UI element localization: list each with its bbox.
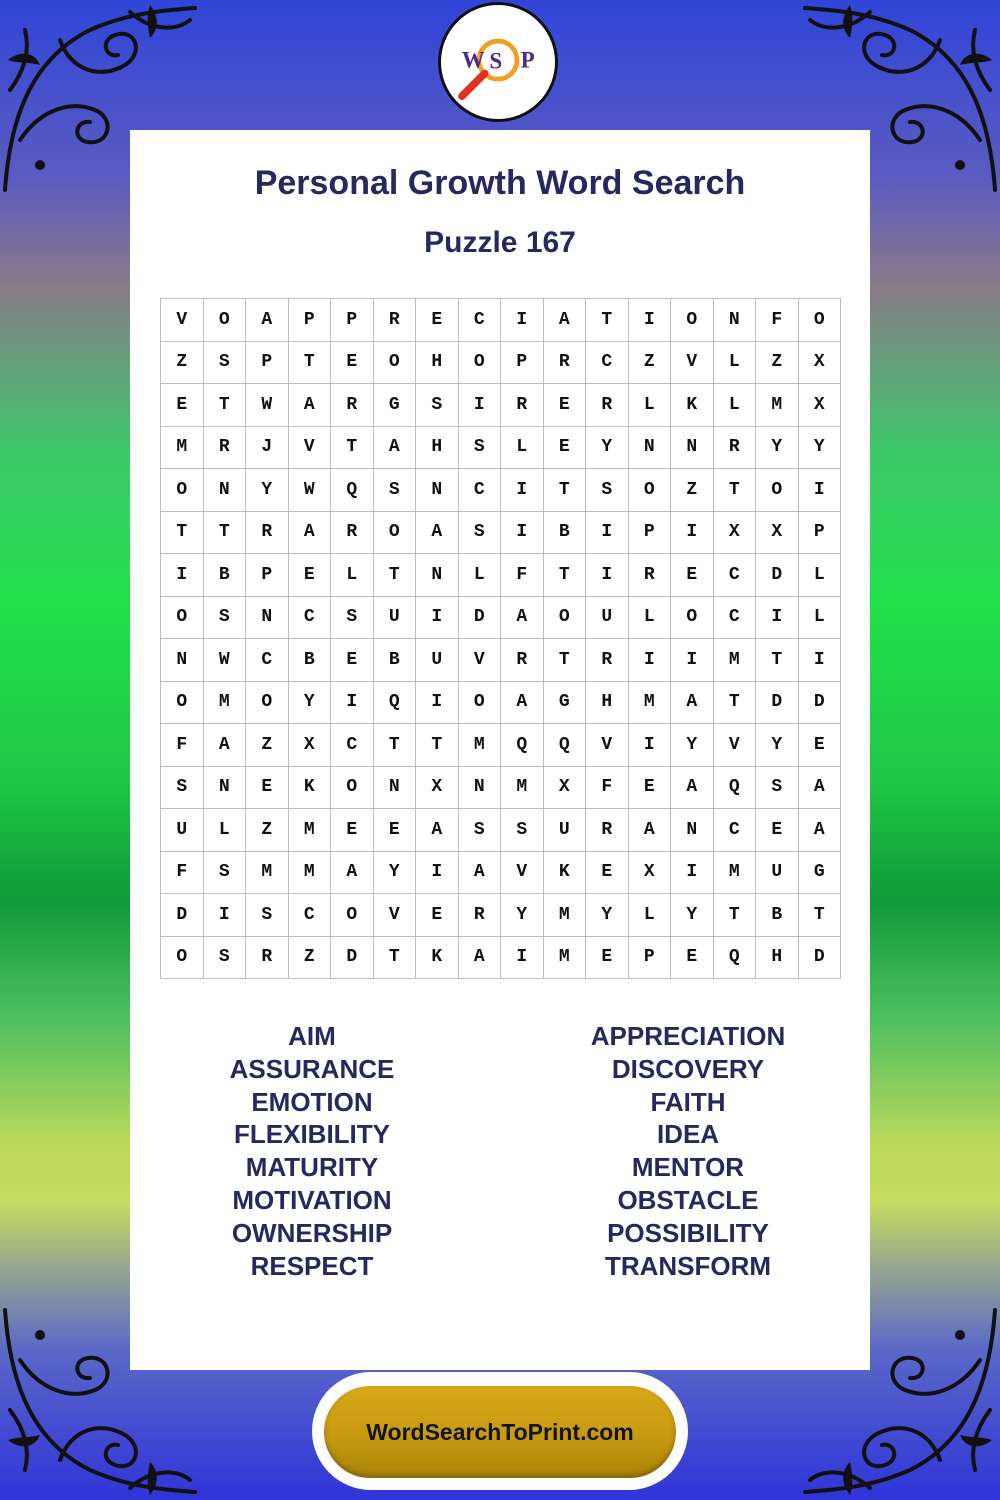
grid-cell[interactable]: D bbox=[799, 682, 842, 725]
grid-cell[interactable]: C bbox=[714, 809, 757, 852]
grid-cell[interactable]: X bbox=[799, 384, 842, 427]
grid-cell[interactable]: P bbox=[629, 937, 672, 980]
grid-cell[interactable]: Q bbox=[331, 469, 374, 512]
grid-cell[interactable]: C bbox=[714, 597, 757, 640]
grid-cell[interactable]: R bbox=[331, 384, 374, 427]
grid-cell[interactable]: Y bbox=[586, 427, 629, 470]
grid-cell[interactable]: O bbox=[161, 469, 204, 512]
grid-cell[interactable]: S bbox=[459, 427, 502, 470]
grid-cell[interactable]: O bbox=[204, 299, 247, 342]
grid-cell[interactable]: T bbox=[204, 384, 247, 427]
grid-cell[interactable]: S bbox=[416, 384, 459, 427]
grid-cell[interactable]: V bbox=[714, 724, 757, 767]
logo-letter-p: P bbox=[520, 47, 535, 73]
grid-cell[interactable]: D bbox=[161, 894, 204, 937]
grid-cell[interactable]: S bbox=[331, 597, 374, 640]
grid-cell[interactable]: X bbox=[799, 342, 842, 385]
grid-cell[interactable]: N bbox=[374, 767, 417, 810]
word-item: IDEA bbox=[656, 1119, 720, 1150]
magnifier-logo-icon bbox=[441, 5, 555, 119]
grid-cell[interactable]: Y bbox=[756, 427, 799, 470]
grid-cell[interactable]: T bbox=[374, 724, 417, 767]
grid-cell[interactable]: I bbox=[671, 852, 714, 895]
grid-cell[interactable]: V bbox=[671, 342, 714, 385]
grid-cell[interactable]: R bbox=[374, 299, 417, 342]
grid-cell[interactable]: J bbox=[246, 427, 289, 470]
grid-cell[interactable]: D bbox=[459, 597, 502, 640]
grid-cell[interactable]: R bbox=[246, 937, 289, 980]
grid-cell[interactable]: Q bbox=[374, 682, 417, 725]
grid-cell[interactable]: E bbox=[671, 937, 714, 980]
grid-cell[interactable]: T bbox=[374, 554, 417, 597]
grid-cell[interactable]: I bbox=[799, 469, 842, 512]
grid-cell[interactable]: A bbox=[799, 809, 842, 852]
grid-cell[interactable]: O bbox=[374, 512, 417, 555]
grid-cell[interactable]: B bbox=[204, 554, 247, 597]
word-item: OBSTACLE bbox=[617, 1184, 759, 1215]
grid-cell[interactable]: K bbox=[544, 852, 587, 895]
grid-cell[interactable]: C bbox=[331, 724, 374, 767]
grid-cell[interactable]: G bbox=[544, 682, 587, 725]
word-item: MENTOR bbox=[631, 1152, 745, 1183]
grid-cell[interactable]: M bbox=[289, 809, 332, 852]
grid-cell[interactable]: K bbox=[289, 767, 332, 810]
grid-cell[interactable]: W bbox=[204, 639, 247, 682]
grid-cell[interactable]: T bbox=[714, 894, 757, 937]
grid-cell[interactable]: Q bbox=[714, 767, 757, 810]
grid-cell[interactable]: E bbox=[161, 384, 204, 427]
grid-cell[interactable]: V bbox=[501, 852, 544, 895]
grid-cell[interactable]: I bbox=[416, 597, 459, 640]
grid-cell[interactable]: I bbox=[161, 554, 204, 597]
word-item: ASSURANCE bbox=[229, 1053, 395, 1084]
grid-cell[interactable]: S bbox=[459, 512, 502, 555]
grid-cell[interactable]: O bbox=[459, 682, 502, 725]
grid-cell[interactable]: I bbox=[501, 937, 544, 980]
word-item: TRANSFORM bbox=[604, 1250, 772, 1281]
grid-cell[interactable]: E bbox=[799, 724, 842, 767]
grid-cell[interactable]: O bbox=[246, 682, 289, 725]
grid-cell[interactable]: O bbox=[331, 894, 374, 937]
grid-cell[interactable]: B bbox=[756, 894, 799, 937]
grid-cell[interactable]: F bbox=[586, 767, 629, 810]
word-item: POSSIBILITY bbox=[607, 1217, 769, 1248]
grid-cell[interactable]: L bbox=[714, 384, 757, 427]
grid-cell[interactable]: P bbox=[246, 554, 289, 597]
grid-cell[interactable]: F bbox=[756, 299, 799, 342]
grid-cell[interactable]: O bbox=[671, 597, 714, 640]
grid-cell[interactable]: V bbox=[586, 724, 629, 767]
grid-cell[interactable]: L bbox=[204, 809, 247, 852]
grid-cell[interactable]: I bbox=[501, 299, 544, 342]
grid-cell[interactable]: A bbox=[416, 512, 459, 555]
grid-cell[interactable]: Q bbox=[544, 724, 587, 767]
grid-cell[interactable]: D bbox=[799, 937, 842, 980]
puzzle-card bbox=[130, 130, 870, 1370]
grid-cell[interactable]: E bbox=[246, 767, 289, 810]
grid-cell[interactable]: I bbox=[459, 384, 502, 427]
grid-cell[interactable]: L bbox=[629, 384, 672, 427]
grid-cell[interactable]: Z bbox=[246, 809, 289, 852]
grid-cell[interactable]: T bbox=[204, 512, 247, 555]
grid-cell[interactable]: F bbox=[161, 724, 204, 767]
grid-cell[interactable]: E bbox=[331, 342, 374, 385]
grid-cell[interactable]: R bbox=[459, 894, 502, 937]
grid-cell[interactable]: L bbox=[799, 554, 842, 597]
grid-cell[interactable]: M bbox=[629, 682, 672, 725]
site-link-button[interactable]: WordSearchToPrint.com bbox=[324, 1386, 676, 1478]
grid-cell[interactable]: O bbox=[544, 597, 587, 640]
grid-cell[interactable]: P bbox=[331, 299, 374, 342]
grid-cell[interactable]: T bbox=[161, 512, 204, 555]
grid-cell[interactable]: I bbox=[204, 894, 247, 937]
grid-cell[interactable]: E bbox=[671, 554, 714, 597]
grid-cell[interactable]: I bbox=[629, 724, 672, 767]
grid-cell[interactable]: S bbox=[204, 852, 247, 895]
grid-cell[interactable]: V bbox=[289, 427, 332, 470]
grid-cell[interactable]: M bbox=[501, 767, 544, 810]
grid-cell[interactable]: C bbox=[289, 894, 332, 937]
grid-cell[interactable]: U bbox=[586, 597, 629, 640]
grid-cell[interactable]: M bbox=[459, 724, 502, 767]
grid-cell[interactable]: K bbox=[416, 937, 459, 980]
grid-cell[interactable]: T bbox=[544, 639, 587, 682]
grid-cell[interactable]: T bbox=[374, 937, 417, 980]
grid-cell[interactable]: K bbox=[671, 384, 714, 427]
grid-cell[interactable]: M bbox=[289, 852, 332, 895]
grid-cell[interactable]: I bbox=[671, 512, 714, 555]
grid-cell[interactable]: V bbox=[459, 639, 502, 682]
grid-cell[interactable]: W bbox=[246, 384, 289, 427]
grid-cell[interactable]: M bbox=[161, 427, 204, 470]
grid-cell[interactable]: I bbox=[416, 852, 459, 895]
grid-cell[interactable]: E bbox=[331, 809, 374, 852]
grid-cell[interactable]: C bbox=[246, 639, 289, 682]
site-badge bbox=[312, 1372, 688, 1490]
grid-cell[interactable]: T bbox=[799, 894, 842, 937]
grid-cell[interactable]: N bbox=[416, 554, 459, 597]
grid-cell[interactable]: L bbox=[331, 554, 374, 597]
word-item: OWNERSHIP bbox=[231, 1217, 393, 1248]
grid-cell[interactable]: U bbox=[756, 852, 799, 895]
grid-cell[interactable]: Z bbox=[246, 724, 289, 767]
grid-cell[interactable]: I bbox=[501, 512, 544, 555]
grid-cell[interactable]: P bbox=[246, 342, 289, 385]
grid-cell[interactable]: Y bbox=[289, 682, 332, 725]
grid-cell[interactable]: B bbox=[374, 639, 417, 682]
grid-cell[interactable]: R bbox=[586, 809, 629, 852]
grid-cell[interactable]: A bbox=[204, 724, 247, 767]
grid-cell[interactable]: V bbox=[374, 894, 417, 937]
grid-cell[interactable]: T bbox=[714, 682, 757, 725]
grid-cell[interactable]: S bbox=[204, 937, 247, 980]
grid-cell[interactable]: U bbox=[544, 809, 587, 852]
grid-cell[interactable]: O bbox=[331, 767, 374, 810]
grid-cell[interactable]: L bbox=[629, 894, 672, 937]
grid-cell[interactable]: P bbox=[289, 299, 332, 342]
grid-cell[interactable]: T bbox=[544, 554, 587, 597]
word-item: FAITH bbox=[650, 1086, 726, 1117]
grid-cell[interactable]: A bbox=[331, 852, 374, 895]
grid-cell[interactable]: A bbox=[459, 852, 502, 895]
grid-cell[interactable]: B bbox=[544, 512, 587, 555]
grid-cell[interactable]: R bbox=[586, 639, 629, 682]
grid-cell[interactable]: A bbox=[671, 682, 714, 725]
grid-cell[interactable]: O bbox=[161, 937, 204, 980]
grid-cell[interactable]: Y bbox=[756, 724, 799, 767]
grid-cell[interactable]: Y bbox=[374, 852, 417, 895]
grid-cell[interactable]: H bbox=[416, 342, 459, 385]
grid-cell[interactable]: E bbox=[416, 299, 459, 342]
grid-cell[interactable]: A bbox=[629, 809, 672, 852]
grid-cell[interactable]: C bbox=[459, 469, 502, 512]
grid-cell[interactable]: D bbox=[756, 554, 799, 597]
word-item: DISCOVERY bbox=[611, 1053, 765, 1084]
grid-cell[interactable]: A bbox=[374, 427, 417, 470]
grid-cell[interactable]: I bbox=[629, 639, 672, 682]
grid-cell[interactable]: T bbox=[289, 342, 332, 385]
grid-cell[interactable]: P bbox=[629, 512, 672, 555]
grid-cell[interactable]: S bbox=[204, 597, 247, 640]
grid-cell[interactable]: C bbox=[459, 299, 502, 342]
grid-cell[interactable]: X bbox=[756, 512, 799, 555]
grid-cell[interactable]: H bbox=[586, 682, 629, 725]
grid-cell[interactable]: Y bbox=[586, 894, 629, 937]
grid-cell[interactable]: B bbox=[289, 639, 332, 682]
word-list-left bbox=[162, 1020, 462, 1282]
grid-cell[interactable]: E bbox=[544, 427, 587, 470]
grid-cell[interactable]: M bbox=[714, 852, 757, 895]
grid-cell[interactable]: R bbox=[544, 342, 587, 385]
grid-cell[interactable]: N bbox=[416, 469, 459, 512]
grid-cell[interactable]: A bbox=[416, 809, 459, 852]
grid-cell[interactable]: A bbox=[501, 597, 544, 640]
grid-cell[interactable]: P bbox=[501, 342, 544, 385]
word-item: AIM bbox=[288, 1021, 336, 1051]
grid-cell[interactable]: F bbox=[501, 554, 544, 597]
grid-cell[interactable]: I bbox=[799, 639, 842, 682]
grid-cell[interactable]: D bbox=[756, 682, 799, 725]
grid-cell[interactable]: O bbox=[629, 469, 672, 512]
grid-cell[interactable]: O bbox=[756, 469, 799, 512]
grid-cell[interactable]: R bbox=[501, 639, 544, 682]
grid-cell[interactable]: C bbox=[289, 597, 332, 640]
word-list-right bbox=[538, 1020, 838, 1282]
grid-cell[interactable]: X bbox=[289, 724, 332, 767]
grid-cell[interactable]: S bbox=[756, 767, 799, 810]
grid-cell[interactable]: O bbox=[161, 597, 204, 640]
grid-cell[interactable]: Z bbox=[671, 469, 714, 512]
grid-cell[interactable]: W bbox=[289, 469, 332, 512]
grid-cell[interactable]: S bbox=[161, 767, 204, 810]
grid-cell[interactable]: S bbox=[204, 342, 247, 385]
grid-cell[interactable]: T bbox=[714, 469, 757, 512]
grid-cell[interactable]: O bbox=[459, 342, 502, 385]
grid-cell[interactable]: Y bbox=[671, 724, 714, 767]
grid-cell[interactable]: H bbox=[416, 427, 459, 470]
grid-cell[interactable]: T bbox=[544, 469, 587, 512]
grid-cell[interactable]: Y bbox=[671, 894, 714, 937]
grid-cell[interactable]: E bbox=[629, 767, 672, 810]
grid-cell[interactable]: I bbox=[416, 682, 459, 725]
word-item: FLEXIBILITY bbox=[234, 1119, 390, 1150]
grid-cell[interactable]: I bbox=[629, 299, 672, 342]
grid-cell[interactable]: R bbox=[331, 512, 374, 555]
grid-cell[interactable]: M bbox=[246, 852, 289, 895]
grid-cell[interactable]: R bbox=[501, 384, 544, 427]
grid-cell[interactable]: L bbox=[799, 597, 842, 640]
grid-cell[interactable]: E bbox=[374, 809, 417, 852]
grid-cell[interactable]: O bbox=[374, 342, 417, 385]
grid-cell[interactable]: N bbox=[714, 299, 757, 342]
grid-cell[interactable]: Q bbox=[501, 724, 544, 767]
grid-cell[interactable]: E bbox=[586, 937, 629, 980]
grid-cell[interactable]: N bbox=[459, 767, 502, 810]
grid-cell[interactable]: T bbox=[331, 427, 374, 470]
grid-cell[interactable]: E bbox=[289, 554, 332, 597]
grid-cell[interactable]: S bbox=[246, 894, 289, 937]
grid-cell[interactable]: S bbox=[501, 809, 544, 852]
grid-cell[interactable]: I bbox=[671, 639, 714, 682]
grid-cell[interactable]: E bbox=[586, 852, 629, 895]
grid-cell[interactable]: N bbox=[204, 469, 247, 512]
grid-cell[interactable]: E bbox=[416, 894, 459, 937]
grid-cell[interactable]: A bbox=[289, 512, 332, 555]
grid-cell[interactable]: A bbox=[246, 299, 289, 342]
letter-grid bbox=[160, 298, 841, 979]
grid-cell[interactable]: M bbox=[714, 639, 757, 682]
grid-cell[interactable]: X bbox=[544, 767, 587, 810]
grid-cell[interactable]: E bbox=[331, 639, 374, 682]
page-title: Personal Growth Word Search bbox=[254, 164, 746, 202]
grid-cell[interactable]: R bbox=[586, 384, 629, 427]
grid-cell[interactable]: T bbox=[756, 639, 799, 682]
grid-cell[interactable]: L bbox=[459, 554, 502, 597]
grid-cell[interactable]: Z bbox=[161, 342, 204, 385]
grid-cell[interactable]: X bbox=[629, 852, 672, 895]
grid-cell[interactable]: T bbox=[586, 299, 629, 342]
grid-cell[interactable]: N bbox=[671, 809, 714, 852]
grid-cell[interactable]: R bbox=[629, 554, 672, 597]
grid-cell[interactable]: O bbox=[671, 299, 714, 342]
grid-cell[interactable]: I bbox=[501, 469, 544, 512]
grid-cell[interactable]: Z bbox=[629, 342, 672, 385]
grid-cell[interactable]: S bbox=[459, 809, 502, 852]
grid-cell[interactable]: S bbox=[586, 469, 629, 512]
grid-cell[interactable]: Z bbox=[289, 937, 332, 980]
grid-cell[interactable]: P bbox=[799, 512, 842, 555]
grid-cell[interactable]: H bbox=[756, 937, 799, 980]
grid-cell[interactable]: O bbox=[161, 682, 204, 725]
grid-cell[interactable]: L bbox=[629, 597, 672, 640]
grid-cell[interactable]: I bbox=[756, 597, 799, 640]
grid-cell[interactable]: U bbox=[374, 597, 417, 640]
logo-letter-s: S bbox=[489, 48, 503, 74]
grid-cell[interactable]: M bbox=[544, 937, 587, 980]
grid-cell[interactable]: M bbox=[204, 682, 247, 725]
grid-cell[interactable]: T bbox=[416, 724, 459, 767]
wsp-logo bbox=[438, 2, 558, 122]
grid-cell[interactable]: Y bbox=[799, 427, 842, 470]
grid-cell[interactable]: Q bbox=[714, 937, 757, 980]
grid-cell[interactable]: G bbox=[374, 384, 417, 427]
grid-cell[interactable]: I bbox=[331, 682, 374, 725]
logo-letter-w: W bbox=[461, 47, 485, 73]
grid-cell[interactable]: S bbox=[374, 469, 417, 512]
grid-cell[interactable]: O bbox=[799, 299, 842, 342]
grid-cell[interactable]: I bbox=[586, 554, 629, 597]
grid-cell[interactable]: A bbox=[459, 937, 502, 980]
grid-cell[interactable]: E bbox=[544, 384, 587, 427]
grid-cell[interactable]: Z bbox=[756, 342, 799, 385]
grid-cell[interactable]: E bbox=[756, 809, 799, 852]
grid-cell[interactable]: R bbox=[714, 427, 757, 470]
grid-cell[interactable]: C bbox=[714, 554, 757, 597]
grid-cell[interactable]: A bbox=[544, 299, 587, 342]
puzzle-number: Puzzle 167 bbox=[424, 226, 576, 259]
grid-cell[interactable]: A bbox=[671, 767, 714, 810]
grid-cell[interactable]: V bbox=[161, 299, 204, 342]
grid-cell[interactable]: G bbox=[799, 852, 842, 895]
grid-cell[interactable]: A bbox=[799, 767, 842, 810]
grid-cell[interactable]: U bbox=[161, 809, 204, 852]
word-item: EMOTION bbox=[251, 1086, 373, 1117]
grid-cell[interactable]: X bbox=[714, 512, 757, 555]
grid-cell[interactable]: U bbox=[416, 639, 459, 682]
grid-cell[interactable]: D bbox=[331, 937, 374, 980]
word-item: RESPECT bbox=[250, 1250, 374, 1281]
grid-cell[interactable]: N bbox=[629, 427, 672, 470]
word-item: MOTIVATION bbox=[232, 1184, 392, 1215]
grid-cell[interactable]: X bbox=[416, 767, 459, 810]
grid-cell[interactable]: N bbox=[161, 639, 204, 682]
grid-cell[interactable]: R bbox=[246, 512, 289, 555]
grid-cell[interactable]: I bbox=[586, 512, 629, 555]
grid-cell[interactable]: N bbox=[246, 597, 289, 640]
word-item: MATURITY bbox=[245, 1152, 379, 1183]
grid-cell[interactable]: R bbox=[204, 427, 247, 470]
grid-cell[interactable]: L bbox=[714, 342, 757, 385]
grid-cell[interactable]: A bbox=[289, 384, 332, 427]
grid-cell[interactable]: Y bbox=[501, 894, 544, 937]
grid-cell[interactable]: M bbox=[756, 384, 799, 427]
grid-cell[interactable]: L bbox=[501, 427, 544, 470]
word-item: APPRECIATION bbox=[590, 1021, 786, 1051]
grid-cell[interactable]: F bbox=[161, 852, 204, 895]
grid-cell[interactable]: N bbox=[204, 767, 247, 810]
grid-cell[interactable]: Y bbox=[246, 469, 289, 512]
grid-cell[interactable]: N bbox=[671, 427, 714, 470]
grid-cell[interactable]: M bbox=[544, 894, 587, 937]
grid-cell[interactable]: A bbox=[501, 682, 544, 725]
grid-cell[interactable]: C bbox=[586, 342, 629, 385]
